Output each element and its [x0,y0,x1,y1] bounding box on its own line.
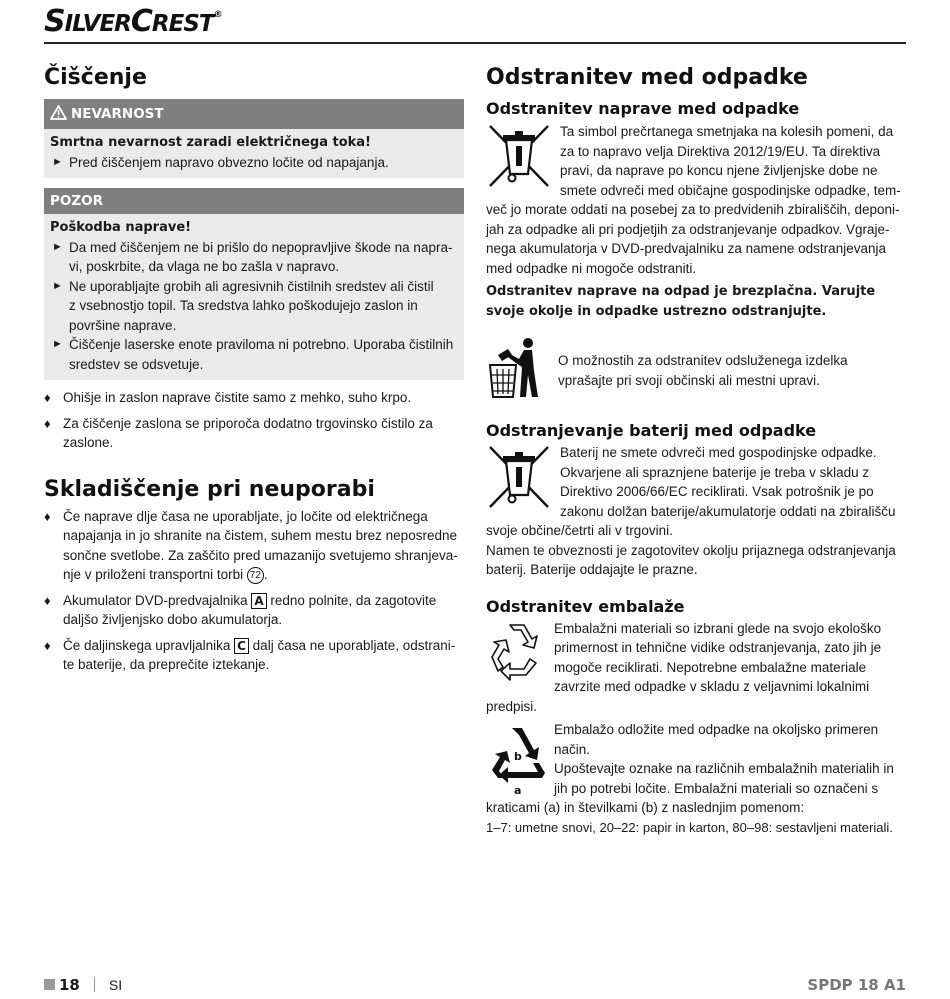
right-column [486,62,906,837]
battery-text-2: Namen te obveznosti je zagotovitev okolju prijaznega odstranjevanja baterij. Baterije oddajajte le prazne. [486,542,896,577]
language-code: SI [108,977,123,993]
caution-heading: Poškodba naprave! [50,220,192,235]
caution-item: ► Da med čiščenjem ne bi prišlo do nepopravljive škode na naprа- vi, poskrbite, da vlaga ne bo zašla v napravo. [52,239,453,274]
battery-text-block [486,443,906,541]
ref-box-a: A [251,593,266,609]
arrow-icon: ► [52,155,63,168]
warning-icon [50,101,67,131]
footer-separator [94,977,95,992]
cleaning-bullet: ♦ Za čiščenje zaslona se priporoča dodatno trgovinsko čistilo za zaslone. [44,415,433,450]
diamond-icon: ♦ [44,637,51,653]
recycling-code-block [486,720,906,818]
code-a-label: a [514,784,522,796]
arrow-icon: ► [52,338,63,350]
caution-header: POZOR [44,188,464,214]
storage-bullet: ♦ Če daljinskega upravljalnika C dalj časa ne uporabljate, odstrani- te baterije, da preprečite iztekanje. [44,637,456,672]
packaging-codes: 1–7: umetne snovi, 20–22: papir in karton, 80–98: sestavljeni materiali. [486,819,893,835]
trash-person-icon [486,337,558,403]
packaging-text-block [486,619,906,717]
caution-box [44,188,464,380]
device-disposal-text-block [486,122,906,278]
left-column [44,62,464,675]
page-footer [44,976,906,998]
storage-bullet: ♦ Če naprave dlje časa ne uporabljate, jo ločite od električnega napajanja in jo shranite na čistem, suhem mestu brez neposredne sončne svetlobe. Za zaščito pred umazanijo svetujemo shranjeva- nje v priloženi transportni torbi 72 . [44,508,458,582]
storage-title: Skladiščenje pri neuporabi [44,476,375,502]
battery-disposal-title: Odstranjevanje baterij med odpadke [486,421,817,440]
caution-item: ► Čiščenje laserske enote praviloma ni potrebno. Uporaba čistilnih sredstev se odsvetuje. [52,337,454,372]
danger-item: ► Pred čiščenjem napravo obvezno ločite od napajanja. [50,153,458,173]
diamond-icon: ♦ [44,390,51,405]
cleaning-title: Čiščenje [44,65,147,90]
arrow-icon: ► [52,279,63,292]
recycling-triangle-icon [486,720,554,796]
ref-box-c: C [234,638,249,654]
packaging-disposal-title: Odstranitev embalaže [486,596,685,616]
diamond-icon: ♦ [44,592,51,608]
crossed-bin-icon [486,122,556,194]
footer-square-icon [44,979,55,990]
danger-box [44,99,464,178]
storage-bullet: ♦ Akumulator DVD-predvajalnika A redno polnite, da zagotovite daljšo življenjsko dobo akumulatorja. [44,592,437,627]
device-disposal-title: Odstranitev naprave med odpadke [486,99,800,118]
danger-label: NEVARNOST [71,106,164,122]
crossed-bin-icon [486,443,556,515]
cleaning-bullet: ♦ Ohišje in zaslon naprave čistite samo z mehko, suho krpo. [44,388,464,408]
brand-logo: SILVERCREST® [44,4,222,39]
diamond-icon: ♦ [44,415,51,431]
disposal-title: Odstranitev med odpadke [486,65,808,90]
device-disposal-bold: Odstranitev naprave na odpad je brezplačna. Varujte svoje okolje in odpadke ustrezno odstranjujte. [486,284,876,319]
device-disposal-text: Ta simbol prečrtanega smetnjaka na kolesih pomeni, da za to napravo velja Direktiva 2012/19/EU. Ta direktiva pravi, da naprave po koncu njene življenjske dobe ne smete odvreči med običajne gospodinjske odpadke, tem-več jo morate oddati na posebej za to predvidenih zbirališčih, deponi-jah za odpadke ali pri podjetjih za odstranjevanje odpadkov. Vgraje-nega akumulatorja v DVD-predvajalniku za namene odstranjevanja med odpadke ni mogoče odstraniti. [486,124,901,276]
municipal-text: O možnostih za odstranitev odsluženega izdelka vprašajte pri svoji občinski ali mestni upravi. [558,353,848,388]
recycle-arrows-icon [486,619,554,689]
model-number: SPDP 18 A1 [807,976,906,994]
ref-circle: 72 [247,567,264,584]
packaging-text-2: Embalažo odložite med odpadke na okoljsko primeren način. Upoštevajte oznake na različnih embalažnih materialih in jih po potrebi ločite. Embalažni materiali so označeni s kraticami (a) in številkami (b) z naslednjim pomenom: [486,722,894,815]
packaging-text: Embalažni materiali so izbrani glede na svojo ekološko primernost in tehnične vidike odstranjevanja, zato jih je mogoče reciklirati. Nepotrebne embalažne materiale zavrzite med odpadke v skladu z veljavnimi lokalnimi predpisi. [486,620,882,714]
diamond-icon: ♦ [44,508,51,524]
page-number: 18 [59,976,80,994]
danger-header [44,99,464,129]
arrow-icon: ► [52,240,63,253]
battery-text: Baterij ne smete odvreči med gospodinjske odpadke. Okvarjene ali spraznjene baterije je treba v skladu z Direktivo 2006/66/EC reciklirati. Vsak potrošnik je po zakonu dolžan baterije/akumulatorje oddati na zbirališču svoje občine/četrti ali v trgovini. [486,445,896,538]
danger-heading: Smrtna nevarnost zaradi električnega toka! [50,135,371,150]
code-b-label: b [514,750,522,763]
header-rule [44,42,906,44]
caution-item: ► Ne uporabljajte grobih ali agresivnih čistilnih sredstev ali čistil z vsebnostjo topil. Ta sredstva lahko poškodujejo zaslon in površine naprave. [52,278,434,333]
municipal-block [486,337,906,407]
